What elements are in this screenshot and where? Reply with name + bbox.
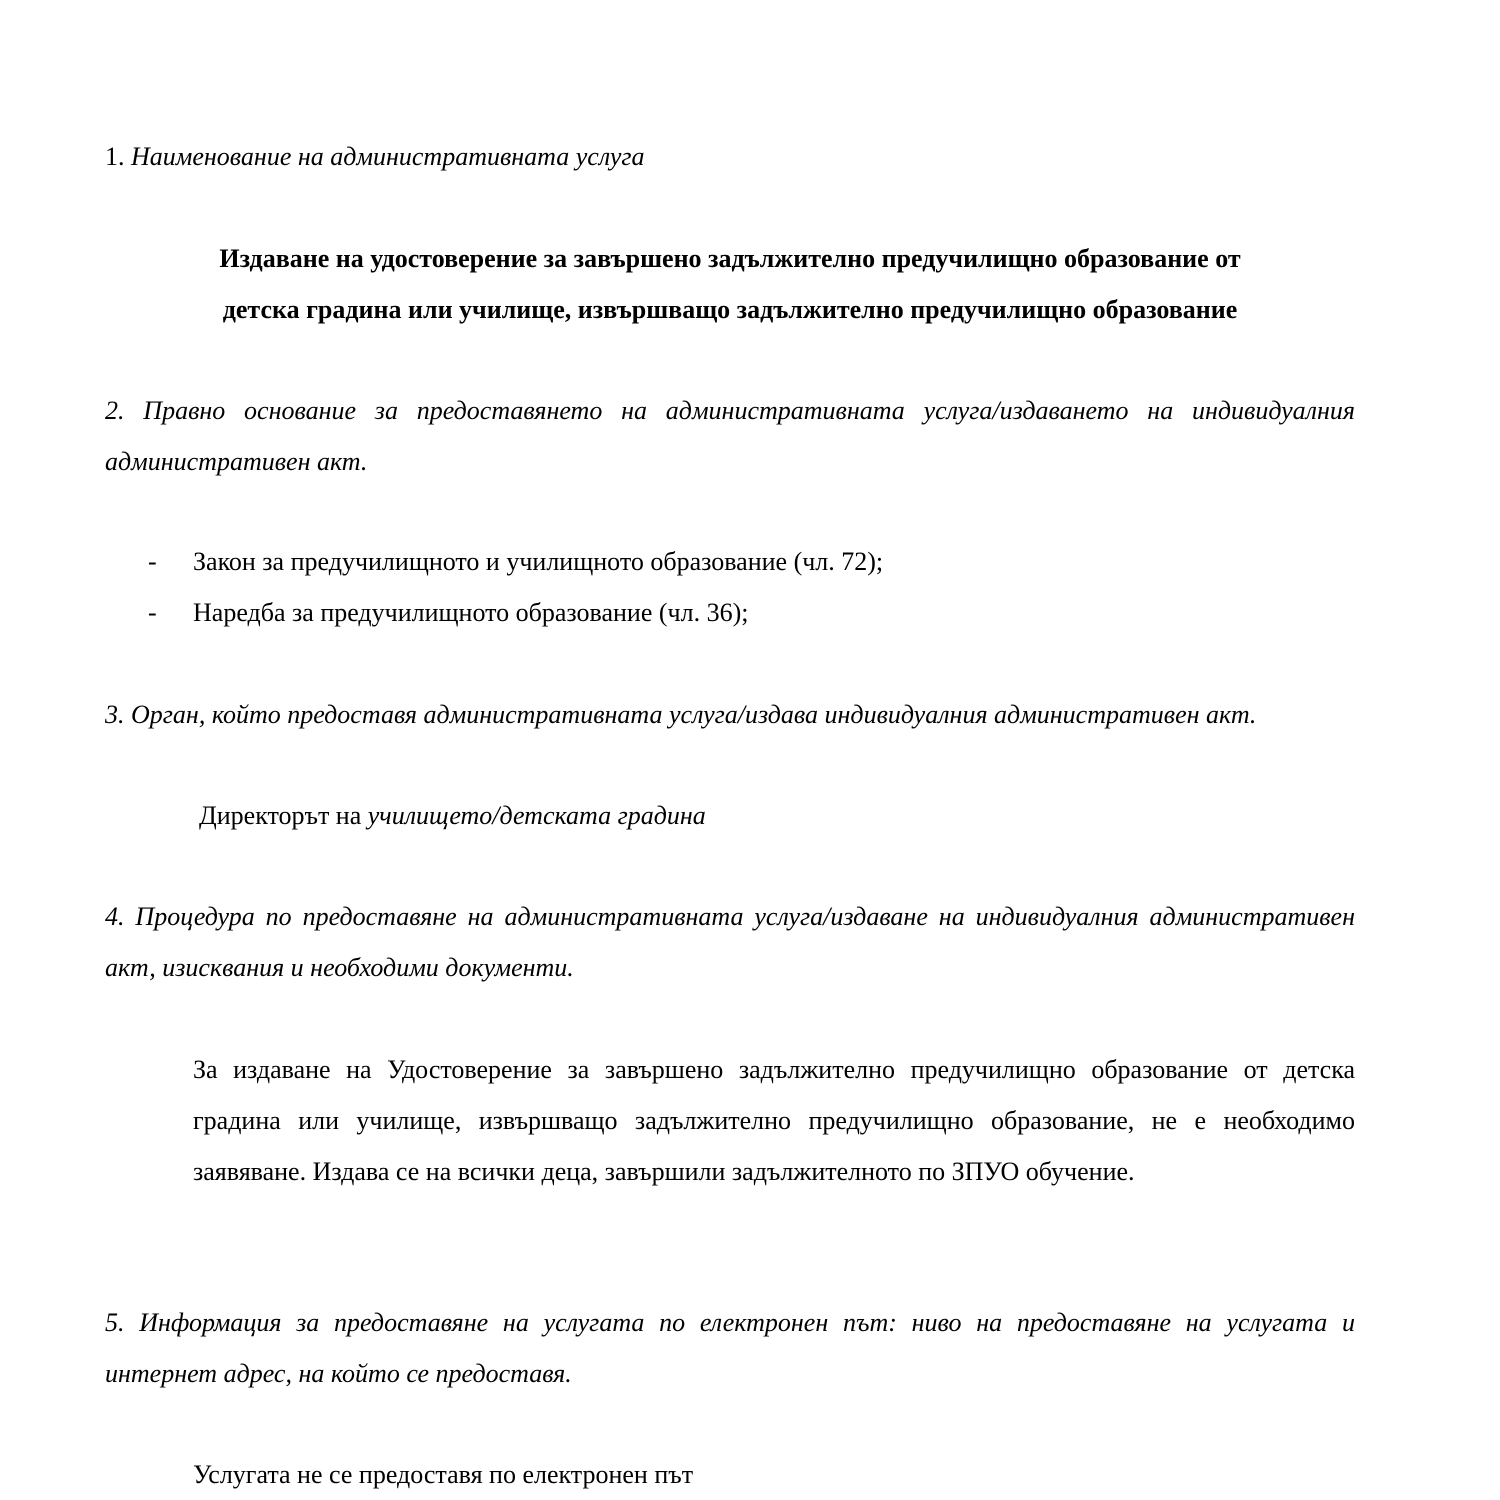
section-4-body: За издаване на Удостоверение за завършено задължително предучилищно образование от детска градина или училище, извършващо задължително предучилищно образование, не е необходимо заявяване. Издава се на всички деца, завършили задължителното по ЗПУО обучение. — [193, 1055, 1355, 1186]
section-2-heading: 2. Правно основание за предоставянето на административната услуга/издаването на индивидуалния административен акт. — [105, 396, 1355, 476]
list-item-text: Закон за предучилищното и училищното образование (чл. 72); — [193, 547, 884, 576]
section-1-heading-text: Наименование на административната услуга — [131, 142, 645, 171]
legal-basis-list — [148, 536, 883, 638]
section-1-number: 1. — [105, 142, 125, 171]
section-3-heading: 3. Орган, който предоставя административната услуга/издава индивидуалния административен акт. — [105, 700, 1257, 729]
section-5-body: Услугата не се предоставя по електронен път — [193, 1460, 694, 1489]
list-item-text: Наредба за предучилищното образование (чл. 36); — [193, 598, 749, 627]
section-3-body — [199, 790, 1349, 841]
section-5-heading: 5. Информация за предоставяне на услугата по електронен път: ниво на предоставяне на услугата и интернет адрес, на който се предоставя. — [105, 1308, 1355, 1388]
service-title — [105, 233, 1355, 335]
list-item — [148, 587, 883, 638]
service-title-line-2: детска градина или училище, извършващо задължително предучилищно образование — [222, 295, 1238, 324]
service-title-line-1: Издаване на удостоверение за завършено задължително предучилищно образование от — [219, 244, 1241, 273]
authority-text: Директорът на — [199, 801, 368, 830]
section-4-heading: 4. Процедура по предоставяне на административната услуга/издаване на индивидуалния административен акт, изисквания и необходими документи. — [105, 902, 1355, 982]
list-bullet: - — [148, 598, 157, 627]
section-1-heading — [105, 131, 1355, 182]
list-item — [148, 536, 883, 587]
list-bullet: - — [148, 547, 157, 576]
authority-institution: училището/детската градина — [367, 801, 706, 830]
